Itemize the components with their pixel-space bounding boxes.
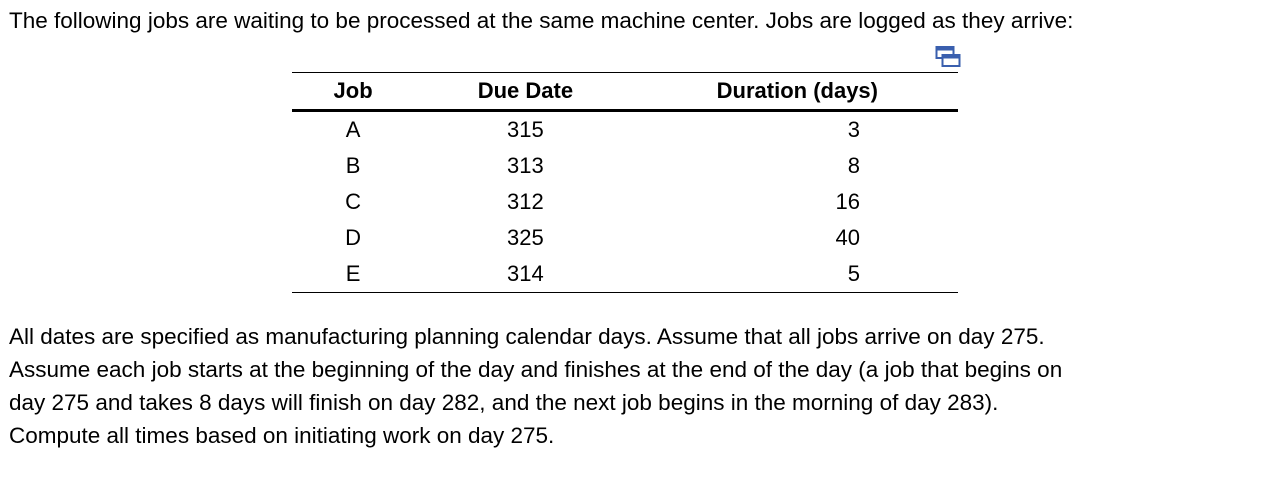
paragraph-line: Assume each job starts at the beginning of the day and finishes at the end of the day (a job that begins on [9,357,1063,382]
cell-duration: 16 [835,189,860,214]
cell-job: D [345,225,362,250]
table-header-row [292,73,958,111]
copy-table-icon[interactable] [935,45,961,69]
cell-duration: 5 [637,256,958,293]
cell-due-date: 325 [507,225,544,250]
jobs-table [292,72,958,293]
table-row [292,220,958,256]
cell-job: A [345,117,361,142]
table-row [292,148,958,184]
cell-duration: 40 [835,225,860,250]
paragraph-line: day 275 and takes 8 days will finish on day 282, and the next job begins in the morning of day 283). [9,390,999,415]
cell-duration: 8 [847,153,860,178]
cell-job: E [292,256,414,293]
header-duration: Duration (days) [637,73,958,111]
cell-due-date: 312 [507,189,544,214]
paragraph-line: All dates are specified as manufacturing planning calendar days. Assume that all jobs arrive on day 275. [9,324,1045,349]
cell-due-date: 314 [414,256,636,293]
table-row [292,256,958,293]
table-row [292,184,958,220]
cell-job: B [345,153,361,178]
cell-due-date: 313 [507,153,544,178]
assumptions-paragraph [9,320,1259,452]
cell-due-date: 315 [507,117,544,142]
header-job: Job [292,73,414,111]
table-row [292,111,958,149]
intro-text: The following jobs are waiting to be processed at the same machine center. Jobs are logged as they arrive: [9,8,1074,33]
jobs-table-container [292,72,958,293]
header-due-date: Due Date [414,73,636,111]
cell-duration: 3 [847,117,860,142]
cell-job: C [345,189,362,214]
paragraph-line: Compute all times based on initiating work on day 275. [9,423,555,448]
